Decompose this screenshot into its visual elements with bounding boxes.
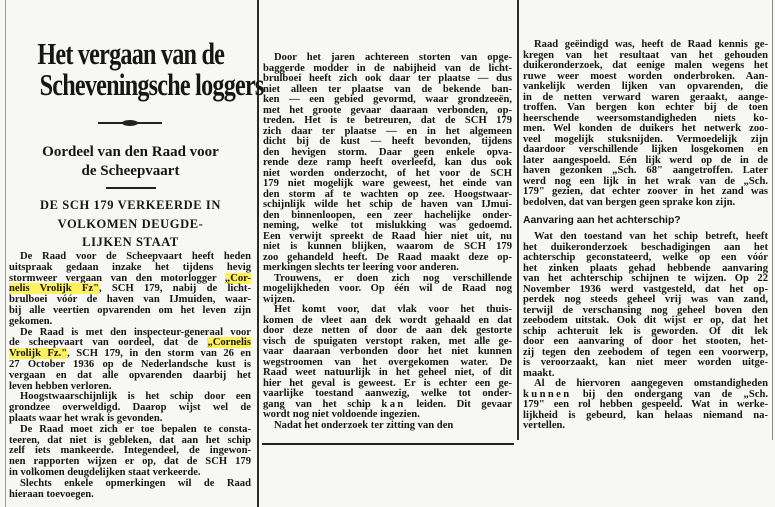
text-line: zoo gehandeld heeft. De Raad maakt deze op- [263,251,512,263]
paragraph [263,274,512,306]
text-line: wegstroomen van het overgekomen water. De [263,356,512,368]
text-segment: bij den ondergang van de „Sch. [571,388,768,400]
text-line: perdek nog steeds geheel vrij was van zand, [523,294,768,305]
text-line: 179" gezien, dat echter zoover in het zand was [523,186,768,197]
paragraph [9,252,251,328]
paragraph [9,392,251,424]
text-line: bedolven, dat van bergen geen sprake kon zijn. [523,196,736,208]
text-line: niet is kunnen blijken, waarom de SCH 179 [263,241,512,252]
text-line: achterschip geconstateerd, welke op een vóór [523,252,768,263]
text-line: wijzen. [263,293,296,305]
text-line: maakt. [523,367,555,379]
text-line: Raad weet natuurlijk in het geheel niet, of dit [263,367,512,378]
text-segment: , SCH 179, nabij de licht- [98,283,251,295]
text-line: den storm af te wachten op zee. Hoogstwaar- [263,188,512,200]
text-line: 179" een rol hebben gespeeld. Wat in werke- [523,399,768,410]
text-line: merkingen slechts ter leering voor anderen. [263,262,459,273]
text-line: Een verwijt spreekt de Raad hier niet uit, nu [263,230,512,242]
text-line: vertellen. [523,420,566,431]
text-line: Nadat het onderzoek ter zitting van den [274,419,454,431]
text-line: vergaan en dat alle opvarenden daarbij het [9,369,251,381]
left-border [5,0,6,507]
text-line: werd nog een lijk in het wrak van de „Sch. [523,175,768,187]
subhead-line: VOLKOMEN DEUGDE- [57,216,204,231]
text-line: het duikeronderzoek beschadigingen aan het [523,241,768,253]
text-line: uitspraak gedaan inzake het tijdens hevig [9,261,251,273]
text-line: men. Wel konden de duikers het netwerk zoo- [523,123,768,134]
text-line: Hoogstwaarschijnlijk is het schip door een [20,391,251,403]
text-line: bij alle veertien opvarenden om het leven zijn [9,304,251,316]
text-line: door een aanvaring of door het stooten, het- [523,336,768,347]
text-line: De Raad moet zich er toe bepalen te consta- [20,423,251,435]
text-line: door deze netten of door de aan dek gestorte [263,325,512,336]
text-line: schijnlijk wilde het schip de haven van IJmui- [263,199,512,210]
text-line: in volkomen deugdelijken staat verkeerde. [9,466,201,478]
text-line: baggerde modder in de nabijheid van de licht- [263,62,512,74]
highlighted-text: Vrolijk Fz." [9,348,68,360]
headline-line: Het vergaan van de [37,36,224,71]
text-line: visch de spuigaten verstopt raken, met alle ge- [263,335,512,347]
text-line: veel mogelijk stuksnijden. Vermoedelijk zijn [523,133,768,145]
text-segment: , SCH 179, in den storm van 26 en [67,348,251,360]
text-line: brulboei heeft zich ook daar ter plaatse — dus [263,73,512,84]
paragraph [263,421,512,432]
text-line: hieraan toevoegen. [9,488,94,500]
paragraph [523,379,768,432]
text-line: De Raad is met den inspecteur-generaal voor [20,326,251,338]
column-2 [263,53,512,431]
text-line: 179 niet mogelijk ware geweest, het einde van [263,178,512,189]
text-line: dicht bij de kust — heeft bevonden, tijdens [263,136,512,147]
text-line: vankelijk werden lijken van opvarenden, die [523,81,768,92]
text-line: Trouwens, er doen zich nog verschillende [274,272,512,284]
text-line: met het groote gevaar daaraan verbonden, op- [263,104,512,116]
text-line: heerschende weersomstandigheden niets ko- [523,112,768,124]
text-line: ken — een gebied gevormd, waar grondzeeën, [263,94,512,105]
subhead-line: LIJKEN STAAT [82,235,179,249]
text-line: mogelijkheden voor. Op één wil de Raad nog [263,283,512,294]
text-line: hier het geval is geweest. Er is echter een ge- [263,377,512,389]
text-line: gekomen. [9,315,53,327]
text-line: is veroorzaakt, kan niet meer worden uitge- [523,357,768,368]
column-rule-2 [517,0,519,440]
text-line: kregen van het resultaat van het gehouden [523,49,768,61]
text-segment: leiden. Dit gevaar [405,398,512,410]
column-3 [523,40,768,432]
text-line: haven gezonken „Sch. 68" aangetroffen. Later [523,165,768,176]
paragraph [9,479,251,501]
column-1 [9,252,251,500]
subtitle [8,143,253,181]
text-line: neming, welke tot mislukking was gedoemd. [263,220,512,231]
text-segment: gang van het schip [263,398,382,410]
highlighted-text: „Cor- [224,272,251,284]
section-heading: Aanvaring aan het achterschip? [523,215,681,226]
text-line: duikeronderzoek, dat eenige malen wegens het [523,60,768,71]
text-line: troffen. Van bergen kon echter bij de toen [523,102,768,113]
text-line: rende deze ramp heeft overleefd, kan dus ook [263,157,512,168]
text-line: wordt nog niet voldoende ingezien. [263,409,420,420]
text-line: grondzee overweldigd. Daarop wijst wel de [9,402,251,414]
text-line: vaar daaraan verbonden door het niet kunnen [263,346,512,357]
text-line: vaarlijke toestand aanwezig, welke tot onder- [263,388,512,399]
text-line: daardoor verschillende lijken losgekomen en [523,144,768,155]
text-line: later aangespoeld. Eén lijk werd op de in de [523,154,768,166]
text-line: nen rapporten wijzen er op, dat de SCH 179 [9,456,251,468]
text-line: 27 October 1936 op de Nederlandsche kust is [9,358,251,370]
text-segment: de scheepvaart van oordeel, dat de [9,337,208,349]
text-line: Wat den toestand van het schip betreft, heeft [534,231,768,242]
subhead [8,196,253,252]
text-line: plaats waar het wrak is gevonden. [9,412,163,424]
text-line: Al de hiervoren aangegeven omstandigheden [534,378,768,389]
text-line: zeebodem uitstak. Ook dit wijst er op, dat het [523,315,768,326]
headline [8,36,264,102]
text-line: zij tegen den zeebodem of tegen een voorwerp, [523,346,768,358]
text-segment: stormweer vergaan van den motorlogger [9,272,225,284]
paragraph [263,305,512,421]
text-line: November 1936 werd vastgesteld, dat het op- [523,283,768,295]
headline-line: Scheveningsche loggers [39,67,264,102]
text-line: De Raad voor de Scheepvaart heeft heden [20,251,251,262]
text-line: Raad geëindigd was, heeft de Raad kennis ge- [534,39,768,50]
text-line: terwijl de verschansing nog geheel boven den [523,304,768,316]
text-line: den hevigen storm. Daar geen enkele opva- [263,146,512,158]
spaced-text: kan [381,398,406,410]
text-line: den binnenloopen, een zeer hachelijke onder- [263,209,512,221]
right-border [772,0,773,440]
text-line: van het achterschip schijnen te wijzen. Op 22 [523,273,768,284]
text-line: komen de vleet aan dek wordt gehaald en dat [263,314,512,326]
subtitle-line: de Scheepvaart [81,163,180,179]
paragraph [9,425,251,479]
text-line: leven hebben verloren. [9,380,112,392]
text-line: lijkheid is gebeurd, kan helaas niemand na- [523,409,768,421]
spaced-text: kunnen [523,388,572,400]
text-line: niet alleen ter plaatse van de bekende ban- [263,83,512,95]
text-line: teeren, dat niet is gebleken, dat aan het schip [9,434,251,446]
paragraph [523,40,768,208]
separator-rule [106,187,156,189]
text-line: schip achteruit lek is geworden. Of dit lek [523,325,768,337]
text-line: ruwe weer moest worden onderbroken. Aan- [523,70,768,82]
text-line: Slechts enkele opmerkingen wil de Raad [20,477,251,489]
highlighted-text: nelis Vrolijk Fz" [9,283,99,295]
text-line: niet worden onderzocht, of het voor de SCH [263,167,512,179]
paragraph [523,232,768,379]
text-line: brulboei vóór de haven van IJmuiden, waar- [9,294,251,306]
column-end-rule [262,443,514,445]
text-line: Het komt voor, dat vlak voor het thuis- [274,304,512,315]
subtitle-line: Oordeel van den Raad voor [42,144,219,160]
subhead-line: DE SCH 179 VERKEERDE IN [40,198,221,212]
paragraph [263,53,512,274]
text-line: Door het jaren achtereen storten van opge- [274,52,512,63]
text-line: het zinken plaats gehad hebbende aanvaring [523,262,768,274]
text-line: in de netten verward waren geraakt, aange- [523,91,768,103]
ornament-rule [98,122,162,124]
highlighted-text: „Cornelis [207,337,251,349]
text-line: treden. Het is te betreuren, dat de SCH 179 [263,115,512,126]
text-line: zich daar ter plaatse — en in het algemeen [263,125,512,137]
paragraph [9,328,251,393]
text-line: zelf iets mankeerde. Integendeel, de ingewon- [9,445,251,457]
